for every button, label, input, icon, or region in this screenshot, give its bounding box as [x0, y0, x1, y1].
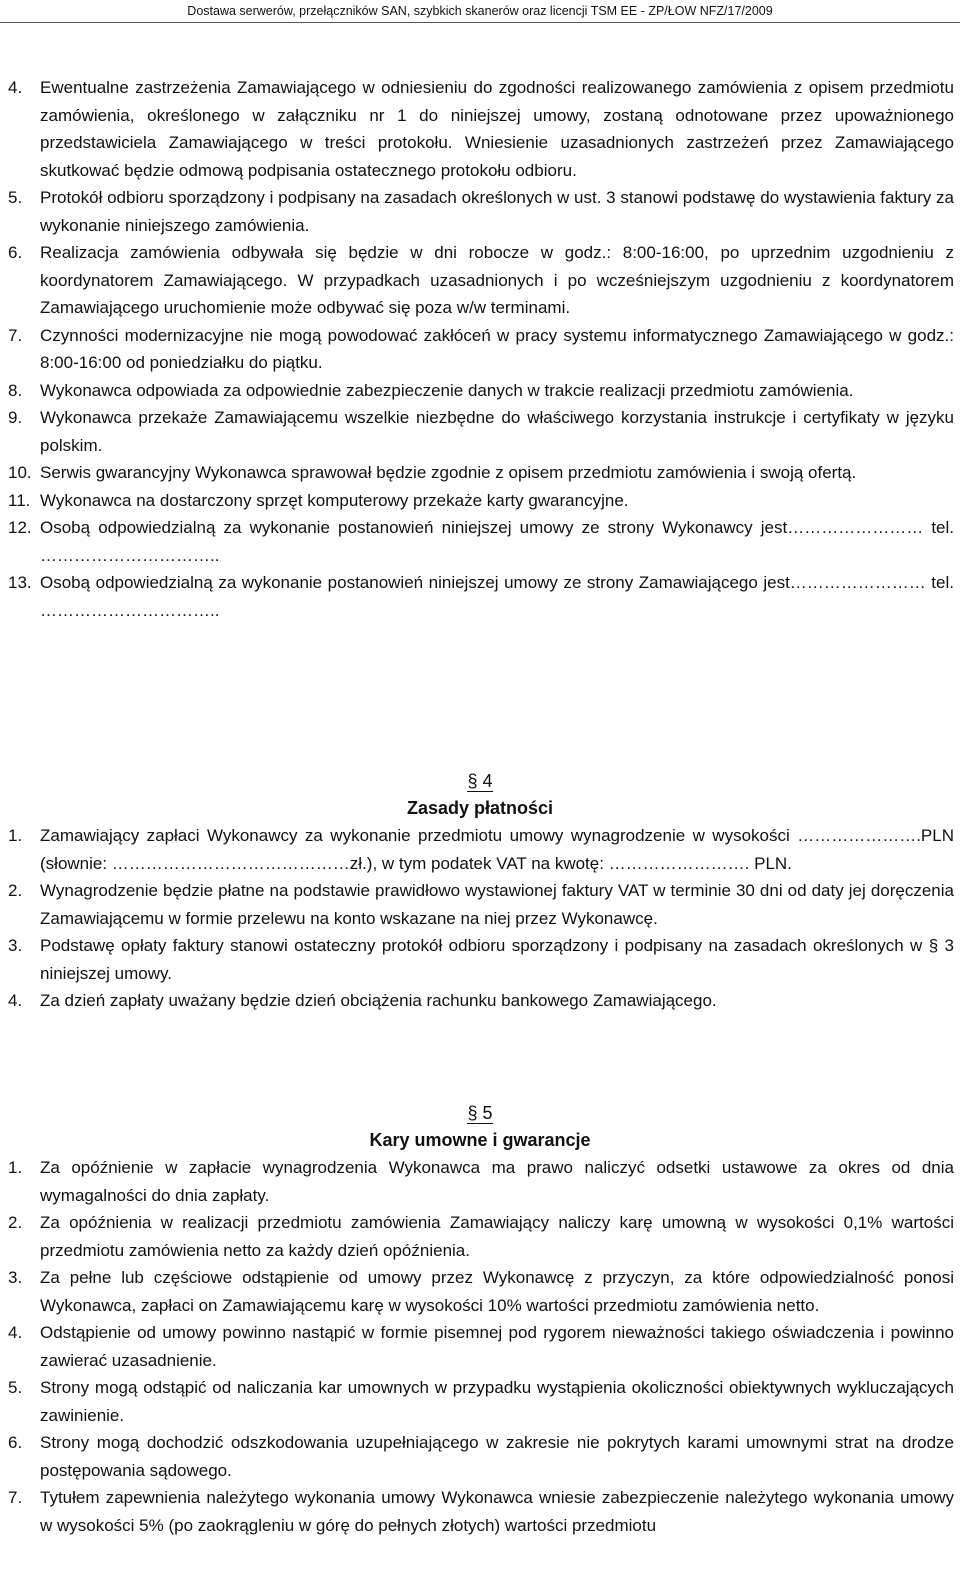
list-item	[8, 514, 954, 569]
item-text: Ewentualne zastrzeżenia Zamawiającego w odniesieniu do zgodności realizowanego zamówienia z opisem przedmiotu zamówienia, określonego w załączniku nr 1 do niniejszej umowy, zostaną odnotowane przez upoważnionego przedstawiciela Zamawiającego w treści protokołu. Wniesienie uzasadnionych zastrzeżeń przez Zamawiającego skutkować będzie odmową podpisania ostatecznego protokołu odbioru.	[40, 78, 954, 180]
item-number: 7.	[8, 325, 23, 345]
item-number: 13.	[8, 573, 32, 592]
item-number: 5.	[8, 1378, 23, 1397]
list-item	[8, 404, 954, 459]
list-item	[8, 322, 954, 377]
item-text: Za pełne lub częściowe odstąpienie od umowy przez Wykonawcę z przyczyn, za które odpowiedzialność ponosi Wykonawca, zapłaci on Zamawiającemu karę w wysokości 10% wartości przedmiotu zamówienia netto.	[40, 1268, 954, 1315]
item-number: 3.	[8, 936, 23, 955]
item-number: 5.	[8, 188, 23, 207]
section-number: § 5	[467, 1103, 493, 1123]
item-text: Tytułem zapewnienia należytego wykonania umowy Wykonawca wniesie zabezpieczenie należytego wykonania umowy w wysokości 5% (po zaokrągleniu w górę do pełnych złotych) wartości przedmiotu	[40, 1488, 954, 1535]
section-3-continued-list	[8, 74, 954, 624]
item-number: 1.	[8, 826, 23, 845]
running-header: Dostawa serwerów, przełączników SAN, szybkich skanerów oraz licencji TSM EE - ZP/ŁOW NFZ/17/2009	[187, 4, 773, 18]
list-item	[8, 1374, 954, 1429]
section-5-list	[8, 1154, 954, 1539]
item-text: Serwis gwarancyjny Wykonawca sprawował będzie zgodnie z opisem przedmiotu zamówienia i swoją ofertą.	[40, 463, 857, 482]
item-text: Odstąpienie od umowy powinno nastąpić w formie pisemnej pod rygorem nieważności takiego oświadczenia i powinno zawierać uzasadnienie.	[40, 1323, 954, 1370]
section-5-heading	[0, 1100, 960, 1154]
item-text: Wykonawca na dostarczony sprzęt komputerowy przekaże karty gwarancyjne.	[40, 490, 629, 510]
list-item	[8, 822, 954, 877]
item-number: 1.	[8, 1158, 23, 1177]
list-item	[8, 1484, 954, 1539]
header-divider	[0, 22, 960, 23]
list-item	[8, 74, 954, 184]
item-number: 10.	[8, 463, 32, 482]
section-4-heading	[0, 768, 960, 822]
list-item	[8, 987, 954, 1015]
item-text: Podstawę opłaty faktury stanowi ostateczny protokół odbioru sporządzony i podpisany na zasadach określonych w § 3 niniejszej umowy.	[40, 936, 954, 983]
item-text: Czynności modernizacyjne nie mogą powodować zakłóceń w pracy systemu informatycznego Zamawiającego w godz.: 8:00-16:00 od poniedziałku do piątku.	[40, 325, 954, 372]
item-number: 6.	[8, 1433, 23, 1452]
item-number: 8.	[8, 380, 23, 400]
item-number: 4.	[8, 1323, 23, 1342]
section-title: Zasady płatności	[406, 798, 554, 818]
list-item	[8, 1264, 954, 1319]
item-text: Za opóźnienie w zapłacie wynagrodzenia Wykonawca ma prawo naliczyć odsetki ustawowe za okres od dnia wymagalności do dnia zapłaty.	[40, 1158, 954, 1205]
item-text: Wykonawca przekaże Zamawiającemu wszelkie niezbędne do właściwego korzystania instrukcje i certyfikaty w języku polskim.	[40, 408, 954, 455]
item-text: Za dzień zapłaty uważany będzie dzień obciążenia rachunku bankowego Zamawiającego.	[40, 991, 717, 1010]
item-text: Osobą odpowiedzialną za wykonanie postanowień niniejszej umowy ze strony Zamawiającego jest…………………… tel. …………………………..	[40, 573, 954, 620]
list-item	[8, 184, 954, 239]
list-item	[8, 569, 954, 624]
list-item	[8, 377, 954, 405]
list-item	[8, 1154, 954, 1209]
item-text: Wynagrodzenie będzie płatne na podstawie prawidłowo wystawionej faktury VAT w terminie 30 dni od daty jej doręczenia Zamawiającemu w formie przelewu na konto wskazane na niej przez Wykonawcę.	[40, 881, 954, 928]
item-text: Realizacja zamówienia odbywała się będzie w dni robocze w godz.: 8:00-16:00, po uprzednim uzgodnieniu z koordynatorem Zamawiającego. W przypadkach uzasadnionych i po wcześniejszym uzgodnieniu z koordynatorem Zamawiającego uruchomienie może odbywać się poza w/w terminami.	[40, 243, 954, 317]
list-item	[8, 487, 954, 515]
item-text: Za opóźnienia w realizacji przedmiotu zamówienia Zamawiający naliczy karę umowną w wysokości 0,1% wartości przedmiotu zamówienia netto za każdy dzień opóźnienia.	[40, 1213, 954, 1260]
section-number: § 4	[467, 771, 493, 791]
item-number: 4.	[8, 78, 23, 97]
section-title: Kary umowne i gwarancje	[369, 1130, 591, 1150]
section-4-list	[8, 822, 954, 1015]
item-text: Wykonawca odpowiada za odpowiednie zabezpieczenie danych w trakcie realizacji przedmiotu zamówienia.	[40, 380, 854, 400]
item-text: Osobą odpowiedzialną za wykonanie postanowień niniejszej umowy ze strony Wykonawcy jest…………………… tel. …………………………..	[40, 518, 954, 565]
item-text: Strony mogą dochodzić odszkodowania uzupełniającego w zakresie nie pokrytych karami umownymi strat na drodze postępowania sądowego.	[40, 1433, 954, 1480]
list-item	[8, 1429, 954, 1484]
item-number: 3.	[8, 1268, 23, 1287]
item-number: 2.	[8, 1213, 23, 1232]
list-item	[8, 459, 954, 487]
list-item	[8, 877, 954, 932]
item-number: 9.	[8, 408, 23, 427]
item-number: 12.	[8, 518, 32, 537]
item-number: 11.	[8, 490, 31, 510]
list-item	[8, 1209, 954, 1264]
item-number: 6.	[8, 243, 23, 262]
list-item	[8, 239, 954, 322]
item-number: 4.	[8, 991, 23, 1010]
list-item	[8, 932, 954, 987]
list-item	[8, 1319, 954, 1374]
section-sign	[0, 1100, 960, 1126]
item-text: Protokół odbioru sporządzony i podpisany na zasadach określonych w ust. 3 stanowi podstawę do wystawienia faktury za wykonanie niniejszego zamówienia.	[40, 188, 954, 235]
item-text: Strony mogą odstąpić od naliczania kar umownych w przypadku wystąpienia okoliczności obiektywnych wykluczających zawinienie.	[40, 1378, 954, 1425]
item-number: 2.	[8, 881, 23, 900]
item-text: Zamawiający zapłaci Wykonawcy za wykonanie przedmiotu umowy wynagrodzenie w wysokości ………………….PLN (słownie: ……………………………………zł.), w tym podatek VAT na kwotę: ……………………. PLN.	[40, 826, 954, 873]
item-number: 7.	[8, 1488, 23, 1507]
section-sign	[0, 768, 960, 794]
